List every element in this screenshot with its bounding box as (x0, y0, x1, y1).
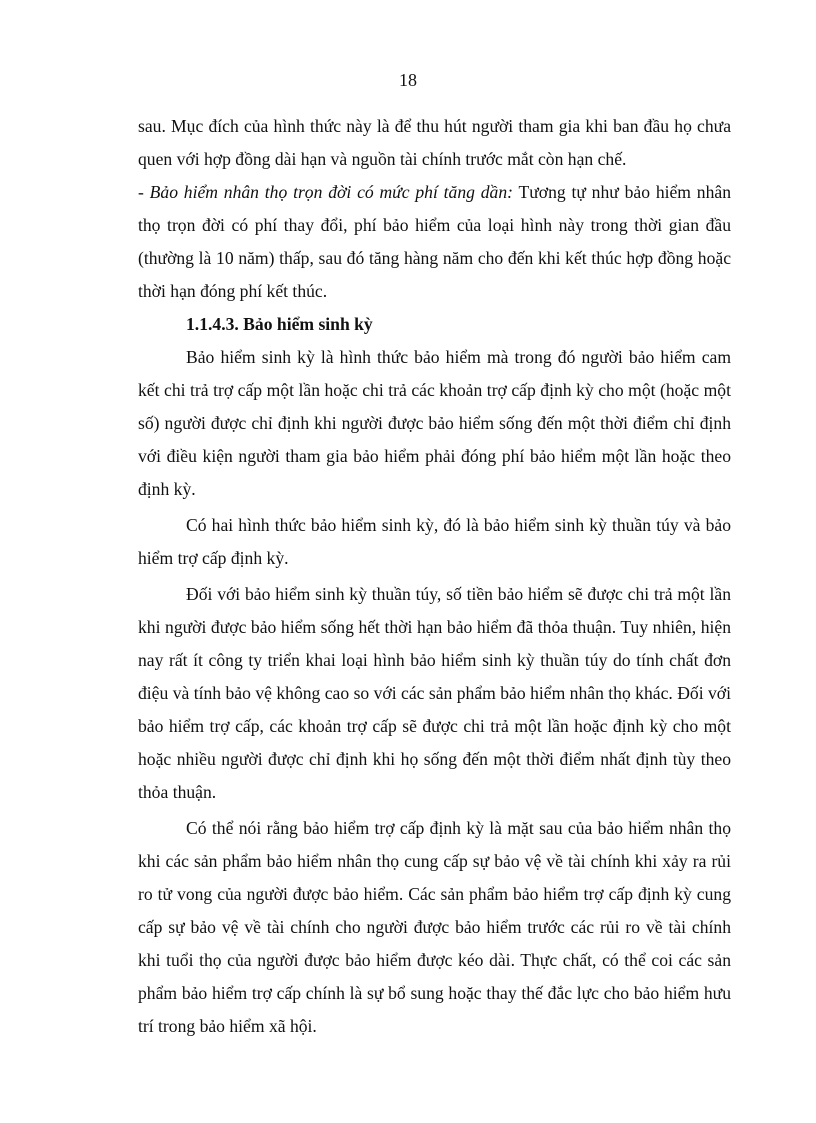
paragraph-lead-italic: - Bảo hiểm nhân thọ trọn đời có mức phí tăng dần: (138, 182, 513, 202)
document-body (138, 110, 731, 1043)
paragraph-pure-endowment: Đối với bảo hiểm sinh kỳ thuần túy, số tiền bảo hiểm sẽ được chi trả một lần khi người được bảo hiểm sống hết thời hạn bảo hiểm đã thỏa thuận. Tuy nhiên, hiện nay rất ít công ty triển khai loại hình bảo hiểm sinh kỳ thuần túy do tính chất đơn điệu và tính bảo vệ không cao so với các sản phẩm bảo hiểm nhân thọ khác. Đối với bảo hiểm trợ cấp, các khoản trợ cấp sẽ được chi trả một lần hoặc định kỳ cho một hoặc nhiều người được chỉ định khi họ sống đến một thời điểm nhất định tùy theo thỏa thuận. (138, 584, 731, 802)
paragraph-annuity: Có thể nói rằng bảo hiểm trợ cấp định kỳ là mặt sau của bảo hiểm nhân thọ khi các sản phẩm bảo hiểm nhân thọ cung cấp sự bảo vệ về tài chính khi xảy ra rủi ro tử vong của người được bảo hiểm. Các sản phẩm bảo hiểm trợ cấp định kỳ cung cấp sự bảo vệ về tài chính cho người được bảo hiểm trước các rủi ro về tài chính khi tuổi thọ của người được bảo hiểm được kéo dài. Thực chất, có thể coi các sản phẩm bảo hiểm trợ cấp chính là sự bổ sung hoặc thay thế đắc lực cho bảo hiểm hưu trí trong bảo hiểm xã hội. (138, 818, 731, 1036)
paragraph-two-forms: Có hai hình thức bảo hiểm sinh kỳ, đó là bảo hiểm sinh kỳ thuần túy và bảo hiểm trợ cấp định kỳ. (138, 515, 731, 568)
page-number: 18 (399, 70, 417, 90)
section-heading: 1.1.4.3. Bảo hiểm sinh kỳ (186, 314, 373, 334)
paragraph-increasing-premium (138, 176, 731, 308)
paragraph-body-text: Tương tự như bảo hiểm nhân thọ trọn đời có phí thay đổi, phí bảo hiểm của loại hình này trong thời gian đầu (thường là 10 năm) thấp, sau đó tăng hàng năm cho đến khi kết thúc hợp đồng hoặc thời hạn đóng phí kết thúc. (138, 182, 731, 301)
paragraph-continuation: sau. Mục đích của hình thức này là để thu hút người tham gia khi ban đầu họ chưa quen với hợp đồng dài hạn và nguồn tài chính trước mắt còn hạn chế. (138, 116, 731, 169)
paragraph-definition: Bảo hiểm sinh kỳ là hình thức bảo hiểm mà trong đó người bảo hiểm cam kết chi trả trợ cấp một lần hoặc chi trả các khoản trợ cấp định kỳ cho một (hoặc một số) người được chỉ định khi người được bảo hiểm sống đến một thời điểm chỉ định với điều kiện người tham gia bảo hiểm phải đóng phí bảo hiểm một lần hoặc theo định kỳ. (138, 347, 731, 499)
